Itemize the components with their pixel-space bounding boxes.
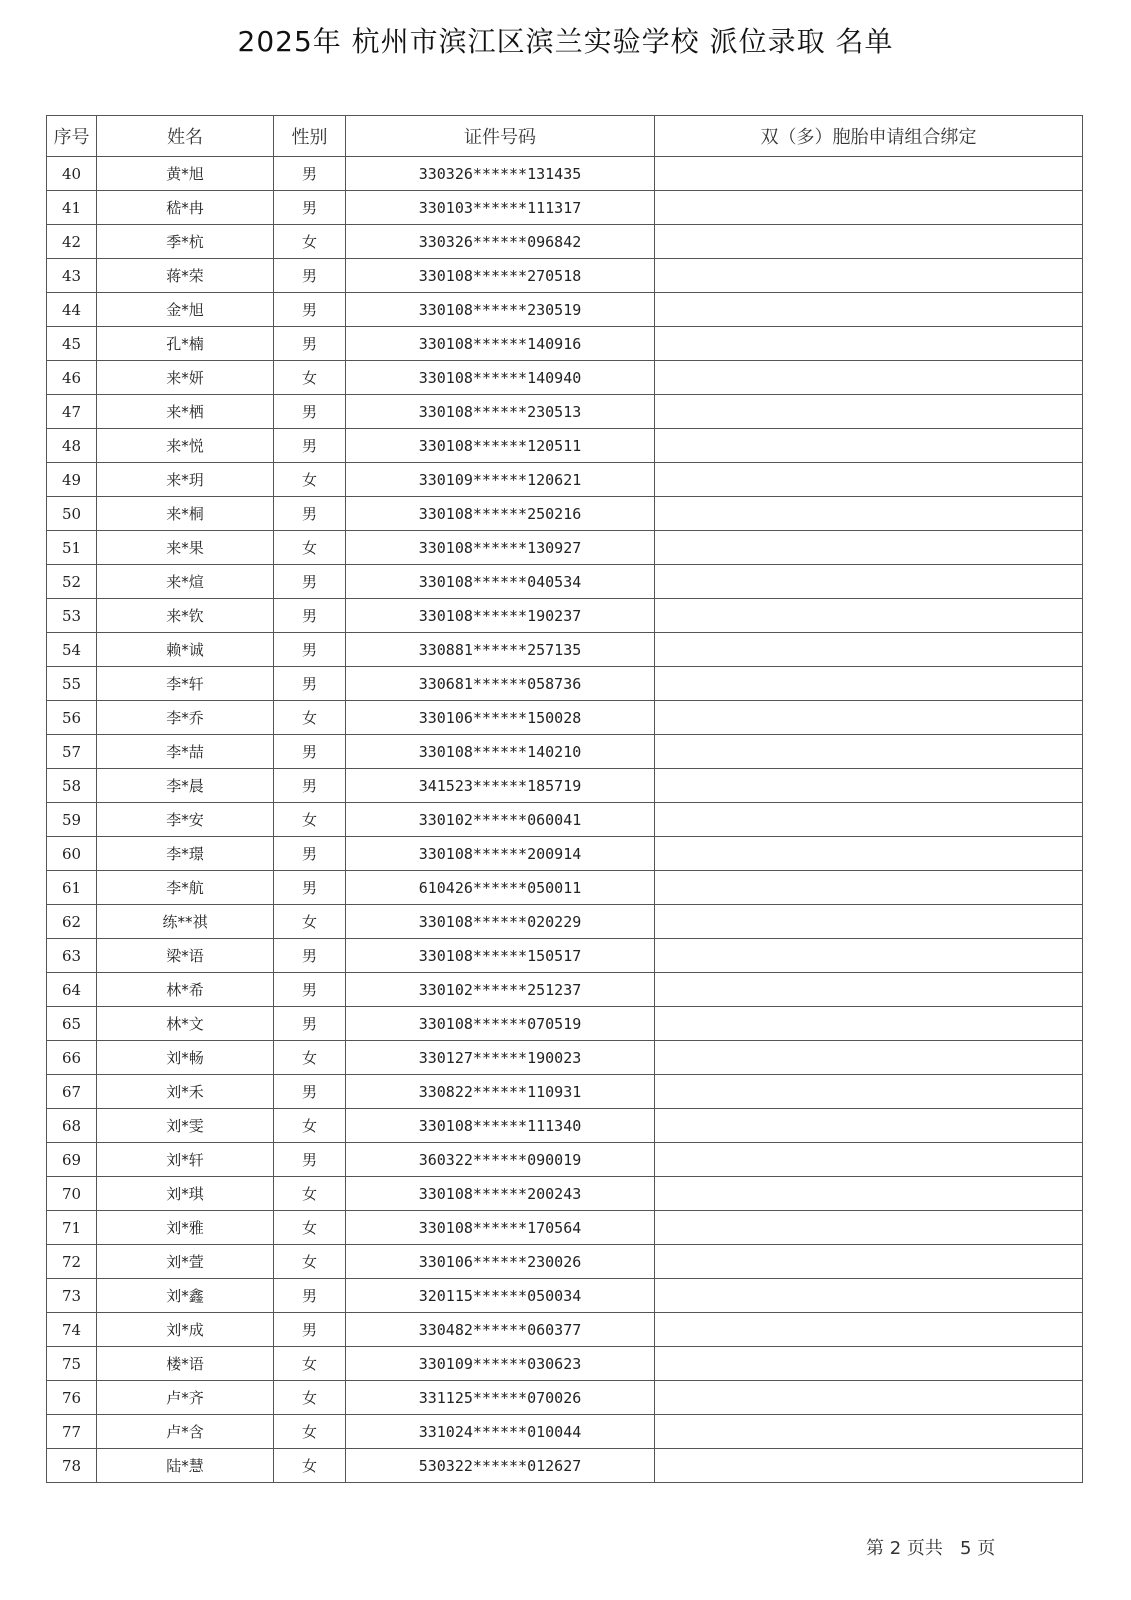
cell-name: 刘*雯 xyxy=(97,1109,274,1143)
table-row xyxy=(47,1075,1083,1109)
table-body xyxy=(47,157,1083,1483)
cell-twin-binding xyxy=(655,327,1083,361)
cell-id-number: 330103******111317 xyxy=(346,191,655,225)
cell-index: 40 xyxy=(47,157,97,191)
cell-id-number: 330108******250216 xyxy=(346,497,655,531)
cell-gender: 女 xyxy=(274,1347,346,1381)
cell-twin-binding xyxy=(655,1211,1083,1245)
cell-index: 74 xyxy=(47,1313,97,1347)
cell-id-number: 330881******257135 xyxy=(346,633,655,667)
cell-twin-binding xyxy=(655,293,1083,327)
cell-name: 李*乔 xyxy=(97,701,274,735)
table-header-row xyxy=(47,116,1083,157)
table-row xyxy=(47,1381,1083,1415)
cell-id-number: 330326******131435 xyxy=(346,157,655,191)
cell-name: 来*钦 xyxy=(97,599,274,633)
cell-gender: 男 xyxy=(274,973,346,1007)
cell-index: 66 xyxy=(47,1041,97,1075)
cell-twin-binding xyxy=(655,429,1083,463)
cell-twin-binding xyxy=(655,1313,1083,1347)
cell-index: 61 xyxy=(47,871,97,905)
cell-id-number: 610426******050011 xyxy=(346,871,655,905)
cell-index: 47 xyxy=(47,395,97,429)
table-row xyxy=(47,1313,1083,1347)
cell-name: 季*杭 xyxy=(97,225,274,259)
cell-id-number: 341523******185719 xyxy=(346,769,655,803)
cell-id-number: 331024******010044 xyxy=(346,1415,655,1449)
table-row xyxy=(47,463,1083,497)
cell-name: 卢*含 xyxy=(97,1415,274,1449)
table-row xyxy=(47,259,1083,293)
cell-index: 57 xyxy=(47,735,97,769)
table-row xyxy=(47,905,1083,939)
table-row xyxy=(47,837,1083,871)
cell-id-number: 320115******050034 xyxy=(346,1279,655,1313)
cell-gender: 男 xyxy=(274,259,346,293)
cell-index: 55 xyxy=(47,667,97,701)
cell-name: 李*航 xyxy=(97,871,274,905)
cell-index: 44 xyxy=(47,293,97,327)
cell-index: 77 xyxy=(47,1415,97,1449)
cell-twin-binding xyxy=(655,1415,1083,1449)
table-row xyxy=(47,497,1083,531)
table-row xyxy=(47,1449,1083,1483)
cell-gender: 男 xyxy=(274,633,346,667)
cell-gender: 男 xyxy=(274,429,346,463)
cell-gender: 男 xyxy=(274,837,346,871)
cell-index: 42 xyxy=(47,225,97,259)
cell-gender: 男 xyxy=(274,293,346,327)
cell-twin-binding xyxy=(655,1347,1083,1381)
cell-index: 70 xyxy=(47,1177,97,1211)
table-row xyxy=(47,939,1083,973)
cell-twin-binding xyxy=(655,1177,1083,1211)
cell-gender: 女 xyxy=(274,1109,346,1143)
cell-name: 来*果 xyxy=(97,531,274,565)
cell-name: 梁*语 xyxy=(97,939,274,973)
cell-name: 练**祺 xyxy=(97,905,274,939)
cell-twin-binding xyxy=(655,1075,1083,1109)
page-footer: 第 2 页共 5 页 xyxy=(866,1538,996,1559)
cell-id-number: 330106******150028 xyxy=(346,701,655,735)
cell-gender: 女 xyxy=(274,1245,346,1279)
cell-name: 孔*楠 xyxy=(97,327,274,361)
table-row xyxy=(47,565,1083,599)
cell-gender: 男 xyxy=(274,191,346,225)
cell-index: 71 xyxy=(47,1211,97,1245)
cell-gender: 女 xyxy=(274,1041,346,1075)
cell-name: 刘*轩 xyxy=(97,1143,274,1177)
cell-index: 59 xyxy=(47,803,97,837)
cell-name: 林*希 xyxy=(97,973,274,1007)
cell-index: 48 xyxy=(47,429,97,463)
table-row xyxy=(47,395,1083,429)
cell-index: 63 xyxy=(47,939,97,973)
cell-name: 李*喆 xyxy=(97,735,274,769)
cell-gender: 男 xyxy=(274,769,346,803)
cell-id-number: 330108******130927 xyxy=(346,531,655,565)
cell-twin-binding xyxy=(655,1449,1083,1483)
cell-name: 李*璟 xyxy=(97,837,274,871)
cell-id-number: 330822******110931 xyxy=(346,1075,655,1109)
cell-id-number: 330108******270518 xyxy=(346,259,655,293)
cell-twin-binding xyxy=(655,1143,1083,1177)
cell-twin-binding xyxy=(655,939,1083,973)
cell-twin-binding xyxy=(655,1245,1083,1279)
cell-gender: 男 xyxy=(274,735,346,769)
cell-gender: 女 xyxy=(274,1415,346,1449)
cell-twin-binding xyxy=(655,361,1083,395)
table-row xyxy=(47,871,1083,905)
cell-name: 来*妍 xyxy=(97,361,274,395)
cell-name: 来*玥 xyxy=(97,463,274,497)
cell-id-number: 330108******040534 xyxy=(346,565,655,599)
cell-twin-binding xyxy=(655,1007,1083,1041)
table-row xyxy=(47,293,1083,327)
cell-index: 65 xyxy=(47,1007,97,1041)
cell-id-number: 330108******140940 xyxy=(346,361,655,395)
cell-twin-binding xyxy=(655,259,1083,293)
cell-twin-binding xyxy=(655,871,1083,905)
cell-index: 67 xyxy=(47,1075,97,1109)
cell-index: 52 xyxy=(47,565,97,599)
cell-id-number: 330108******111340 xyxy=(346,1109,655,1143)
cell-index: 62 xyxy=(47,905,97,939)
cell-gender: 女 xyxy=(274,531,346,565)
cell-twin-binding xyxy=(655,531,1083,565)
cell-id-number: 330108******070519 xyxy=(346,1007,655,1041)
cell-gender: 女 xyxy=(274,225,346,259)
cell-id-number: 331125******070026 xyxy=(346,1381,655,1415)
cell-twin-binding xyxy=(655,633,1083,667)
cell-index: 64 xyxy=(47,973,97,1007)
table-row xyxy=(47,191,1083,225)
cell-id-number: 360322******090019 xyxy=(346,1143,655,1177)
cell-index: 73 xyxy=(47,1279,97,1313)
cell-id-number: 530322******012627 xyxy=(346,1449,655,1483)
cell-gender: 男 xyxy=(274,1143,346,1177)
cell-twin-binding xyxy=(655,1041,1083,1075)
cell-index: 53 xyxy=(47,599,97,633)
cell-id-number: 330108******140916 xyxy=(346,327,655,361)
header-id-number: 证件号码 xyxy=(346,116,655,157)
cell-name: 刘*禾 xyxy=(97,1075,274,1109)
cell-gender: 男 xyxy=(274,1007,346,1041)
table-row xyxy=(47,1245,1083,1279)
cell-name: 来*栖 xyxy=(97,395,274,429)
admission-roster-table xyxy=(46,115,1083,1483)
cell-twin-binding xyxy=(655,973,1083,1007)
cell-twin-binding xyxy=(655,667,1083,701)
cell-gender: 女 xyxy=(274,463,346,497)
header-name: 姓名 xyxy=(97,116,274,157)
cell-index: 54 xyxy=(47,633,97,667)
cell-gender: 女 xyxy=(274,1177,346,1211)
cell-gender: 男 xyxy=(274,871,346,905)
cell-id-number: 330102******060041 xyxy=(346,803,655,837)
cell-index: 43 xyxy=(47,259,97,293)
cell-id-number: 330108******140210 xyxy=(346,735,655,769)
cell-name: 赖*诚 xyxy=(97,633,274,667)
cell-id-number: 330108******200243 xyxy=(346,1177,655,1211)
table-row xyxy=(47,769,1083,803)
cell-gender: 男 xyxy=(274,395,346,429)
cell-name: 李*安 xyxy=(97,803,274,837)
table-row xyxy=(47,633,1083,667)
cell-index: 75 xyxy=(47,1347,97,1381)
cell-name: 楼*语 xyxy=(97,1347,274,1381)
cell-name: 刘*成 xyxy=(97,1313,274,1347)
cell-twin-binding xyxy=(655,497,1083,531)
cell-gender: 男 xyxy=(274,667,346,701)
table-row xyxy=(47,1347,1083,1381)
cell-id-number: 330106******230026 xyxy=(346,1245,655,1279)
cell-gender: 男 xyxy=(274,497,346,531)
table-row xyxy=(47,1041,1083,1075)
cell-name: 嵇*冉 xyxy=(97,191,274,225)
cell-twin-binding xyxy=(655,1109,1083,1143)
cell-name: 林*文 xyxy=(97,1007,274,1041)
cell-id-number: 330482******060377 xyxy=(346,1313,655,1347)
cell-name: 黄*旭 xyxy=(97,157,274,191)
cell-gender: 男 xyxy=(274,1313,346,1347)
cell-id-number: 330326******096842 xyxy=(346,225,655,259)
cell-name: 刘*畅 xyxy=(97,1041,274,1075)
cell-index: 60 xyxy=(47,837,97,871)
cell-name: 来*煊 xyxy=(97,565,274,599)
cell-index: 56 xyxy=(47,701,97,735)
cell-twin-binding xyxy=(655,1381,1083,1415)
cell-id-number: 330102******251237 xyxy=(346,973,655,1007)
table-row xyxy=(47,1143,1083,1177)
cell-gender: 女 xyxy=(274,1449,346,1483)
cell-twin-binding xyxy=(655,735,1083,769)
cell-index: 58 xyxy=(47,769,97,803)
cell-name: 卢*齐 xyxy=(97,1381,274,1415)
cell-index: 46 xyxy=(47,361,97,395)
cell-name: 刘*萱 xyxy=(97,1245,274,1279)
table-row xyxy=(47,1177,1083,1211)
cell-gender: 男 xyxy=(274,599,346,633)
cell-id-number: 330108******020229 xyxy=(346,905,655,939)
cell-index: 51 xyxy=(47,531,97,565)
cell-index: 50 xyxy=(47,497,97,531)
cell-id-number: 330108******230513 xyxy=(346,395,655,429)
cell-id-number: 330108******200914 xyxy=(346,837,655,871)
cell-gender: 女 xyxy=(274,361,346,395)
cell-twin-binding xyxy=(655,565,1083,599)
cell-name: 刘*鑫 xyxy=(97,1279,274,1313)
table-row xyxy=(47,599,1083,633)
cell-twin-binding xyxy=(655,905,1083,939)
cell-gender: 女 xyxy=(274,905,346,939)
table-row xyxy=(47,803,1083,837)
cell-id-number: 330109******030623 xyxy=(346,1347,655,1381)
cell-twin-binding xyxy=(655,599,1083,633)
cell-id-number: 330108******150517 xyxy=(346,939,655,973)
table-row xyxy=(47,1211,1083,1245)
cell-name: 刘*琪 xyxy=(97,1177,274,1211)
table-row xyxy=(47,1109,1083,1143)
table-row xyxy=(47,1415,1083,1449)
header-index: 序号 xyxy=(47,116,97,157)
table-row xyxy=(47,327,1083,361)
table-row xyxy=(47,361,1083,395)
table-row xyxy=(47,973,1083,1007)
table-row xyxy=(47,701,1083,735)
cell-twin-binding xyxy=(655,191,1083,225)
cell-twin-binding xyxy=(655,157,1083,191)
cell-id-number: 330108******170564 xyxy=(346,1211,655,1245)
cell-gender: 女 xyxy=(274,1381,346,1415)
cell-gender: 男 xyxy=(274,157,346,191)
cell-name: 陆*慧 xyxy=(97,1449,274,1483)
header-twin-binding: 双（多）胞胎申请组合绑定 xyxy=(655,116,1083,157)
cell-name: 金*旭 xyxy=(97,293,274,327)
cell-id-number: 330108******190237 xyxy=(346,599,655,633)
cell-gender: 男 xyxy=(274,1075,346,1109)
cell-index: 69 xyxy=(47,1143,97,1177)
cell-twin-binding xyxy=(655,769,1083,803)
cell-twin-binding xyxy=(655,701,1083,735)
cell-index: 49 xyxy=(47,463,97,497)
cell-gender: 男 xyxy=(274,939,346,973)
cell-name: 李*轩 xyxy=(97,667,274,701)
cell-twin-binding xyxy=(655,225,1083,259)
cell-name: 李*晨 xyxy=(97,769,274,803)
table-row xyxy=(47,531,1083,565)
table-row xyxy=(47,225,1083,259)
table-row xyxy=(47,1007,1083,1041)
cell-index: 68 xyxy=(47,1109,97,1143)
cell-id-number: 330109******120621 xyxy=(346,463,655,497)
header-gender: 性别 xyxy=(274,116,346,157)
cell-gender: 女 xyxy=(274,803,346,837)
cell-twin-binding xyxy=(655,1279,1083,1313)
table-row xyxy=(47,429,1083,463)
table-row xyxy=(47,735,1083,769)
cell-index: 41 xyxy=(47,191,97,225)
cell-twin-binding xyxy=(655,463,1083,497)
cell-gender: 男 xyxy=(274,565,346,599)
cell-gender: 女 xyxy=(274,1211,346,1245)
cell-id-number: 330681******058736 xyxy=(346,667,655,701)
cell-gender: 男 xyxy=(274,327,346,361)
cell-name: 刘*雅 xyxy=(97,1211,274,1245)
cell-twin-binding xyxy=(655,837,1083,871)
cell-gender: 女 xyxy=(274,701,346,735)
table-row xyxy=(47,1279,1083,1313)
cell-id-number: 330108******230519 xyxy=(346,293,655,327)
table-row xyxy=(47,667,1083,701)
document-title: 2025年 杭州市滨江区滨兰实验学校 派位录取 名单 xyxy=(237,25,894,58)
cell-gender: 男 xyxy=(274,1279,346,1313)
cell-name: 蒋*荣 xyxy=(97,259,274,293)
table-row xyxy=(47,157,1083,191)
cell-index: 45 xyxy=(47,327,97,361)
cell-id-number: 330127******190023 xyxy=(346,1041,655,1075)
cell-twin-binding xyxy=(655,803,1083,837)
cell-index: 76 xyxy=(47,1381,97,1415)
cell-index: 72 xyxy=(47,1245,97,1279)
cell-id-number: 330108******120511 xyxy=(346,429,655,463)
cell-name: 来*悦 xyxy=(97,429,274,463)
cell-name: 来*桐 xyxy=(97,497,274,531)
cell-index: 78 xyxy=(47,1449,97,1483)
cell-twin-binding xyxy=(655,395,1083,429)
